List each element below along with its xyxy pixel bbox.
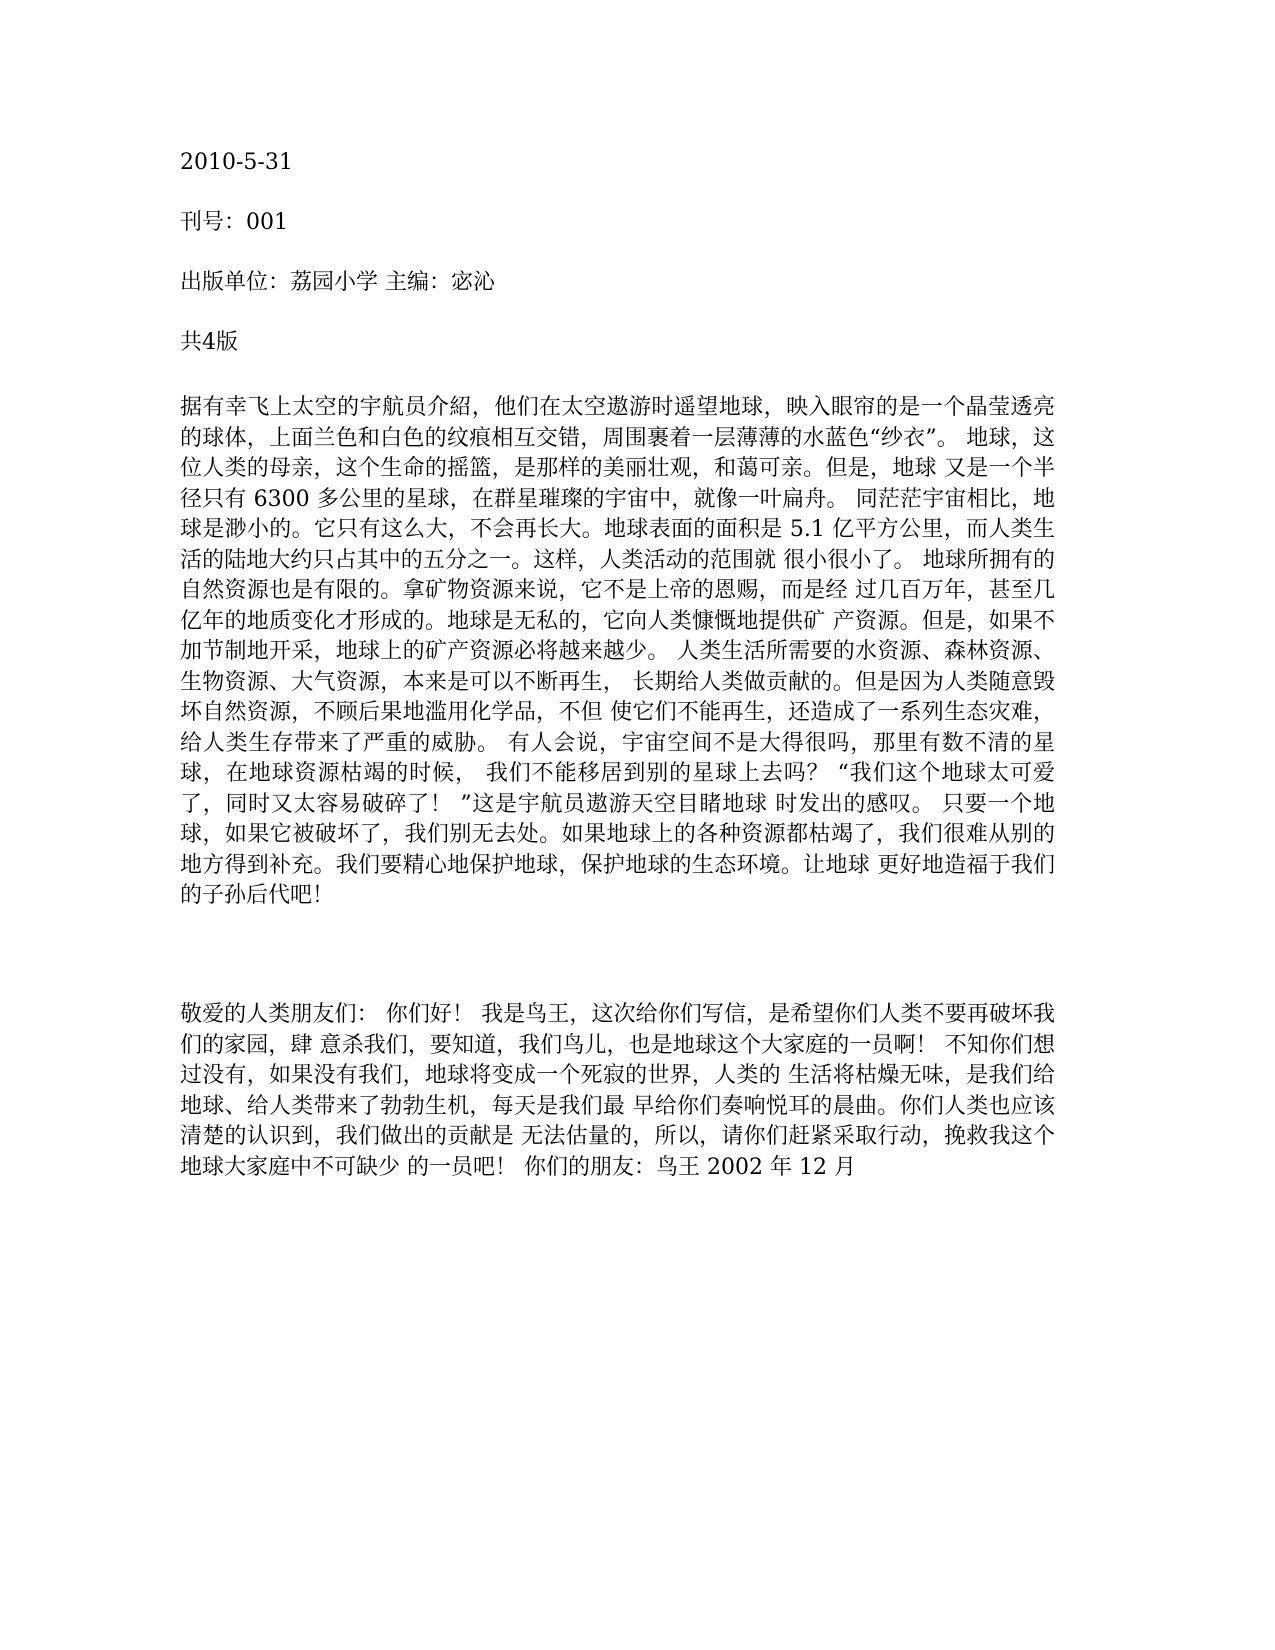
page-count: 共4版 <box>180 330 238 355</box>
document-page <box>180 0 1060 1650</box>
issue-number: 刊号：001 <box>180 210 288 235</box>
publisher-editor: 出版单位：荔园小学 主编：宓沁 <box>180 270 495 295</box>
publication-date: 2010-5-31 <box>180 150 293 175</box>
article-paragraph-bird-letter: 敬爱的人类朋友们： 你们好！ 我是鸟王，这次给你们写信，是希望你们人类不要再破坏我们的家园，肆 意杀我们，要知道，我们鸟儿，也是地球这个大家庭的一员啊！ 不知你们想过没有，如果没有我们，地球将变成一个死寂的世界，人类的 生活将枯燥无味，是我们给地球、给人类带来了勃勃生机，每天是我们最 早给你们奏响悦耳的晨曲。你们人类也应该清楚的认识到，我们做出的贡献是 无法估量的，所以，请你们赶紧采取行动，挽救我这个地球大家庭中不可缺少 的一员吧！ 你们的朋友：鸟王 2002 年 12 月 <box>180 1002 1055 1180</box>
article-paragraph-earth: 据有幸飞上太空的宇航员介紹，他们在太空遨游时遥望地球，映入眼帘的是一个晶莹透亮的球体，上面兰色和白色的纹痕相互交错，周围裹着一层薄薄的水蓝色“纱衣”。 地球，这位人类的母亲，这个生命的摇篮，是那样的美丽壮观，和蔼可亲。但是，地球 又是一个半径只有 6300 多公里的星球，在群星璀璨的宇宙中，就像一叶扁舟。 同茫茫宇宙相比，地球是渺小的。它只有这么大，不会再长大。地球表面的面积是 5.1 亿平方公里，而人类生活的陆地大约只占其中的五分之一。这样，人类活动的范围就 很小很小了。 地球所拥有的自然资源也是有限的。拿矿物资源来说，它不是上帝的恩赐，而是经 过几百万年，甚至几亿年的地质变化才形成的。地球是无私的，它向人类慷慨地提供矿 产资源。但是，如果不加节制地开采，地球上的矿产资源必将越来越少。 人类生活所需要的水资源、森林资源、生物资源、大气资源，本来是可以不断再生， 长期给人类做贡献的。但是因为人类随意毁坏自然资源，不顾后果地滥用化学品，不但 使它们不能再生，还造成了一系列生态灾难，给人类生存带来了严重的威胁。 有人会说，宇宙空间不是大得很吗，那里有数不清的星球，在地球资源枯竭的时候， 我们不能移居到别的星球上去吗？ “我们这个地球太可爱了，同时又太容易破碎了！ ”这是宇航员遨游天空目睹地球 时发出的感叹。 只要一个地球，如果它被破坏了，我们别无去处。如果地球上的各种资源都枯竭了，我们很难从别的地方得到补充。我们要精心地保护地球，保护地球的生态环境。让地球 更好地造福于我们的子孙后代吧！ <box>180 395 1055 908</box>
